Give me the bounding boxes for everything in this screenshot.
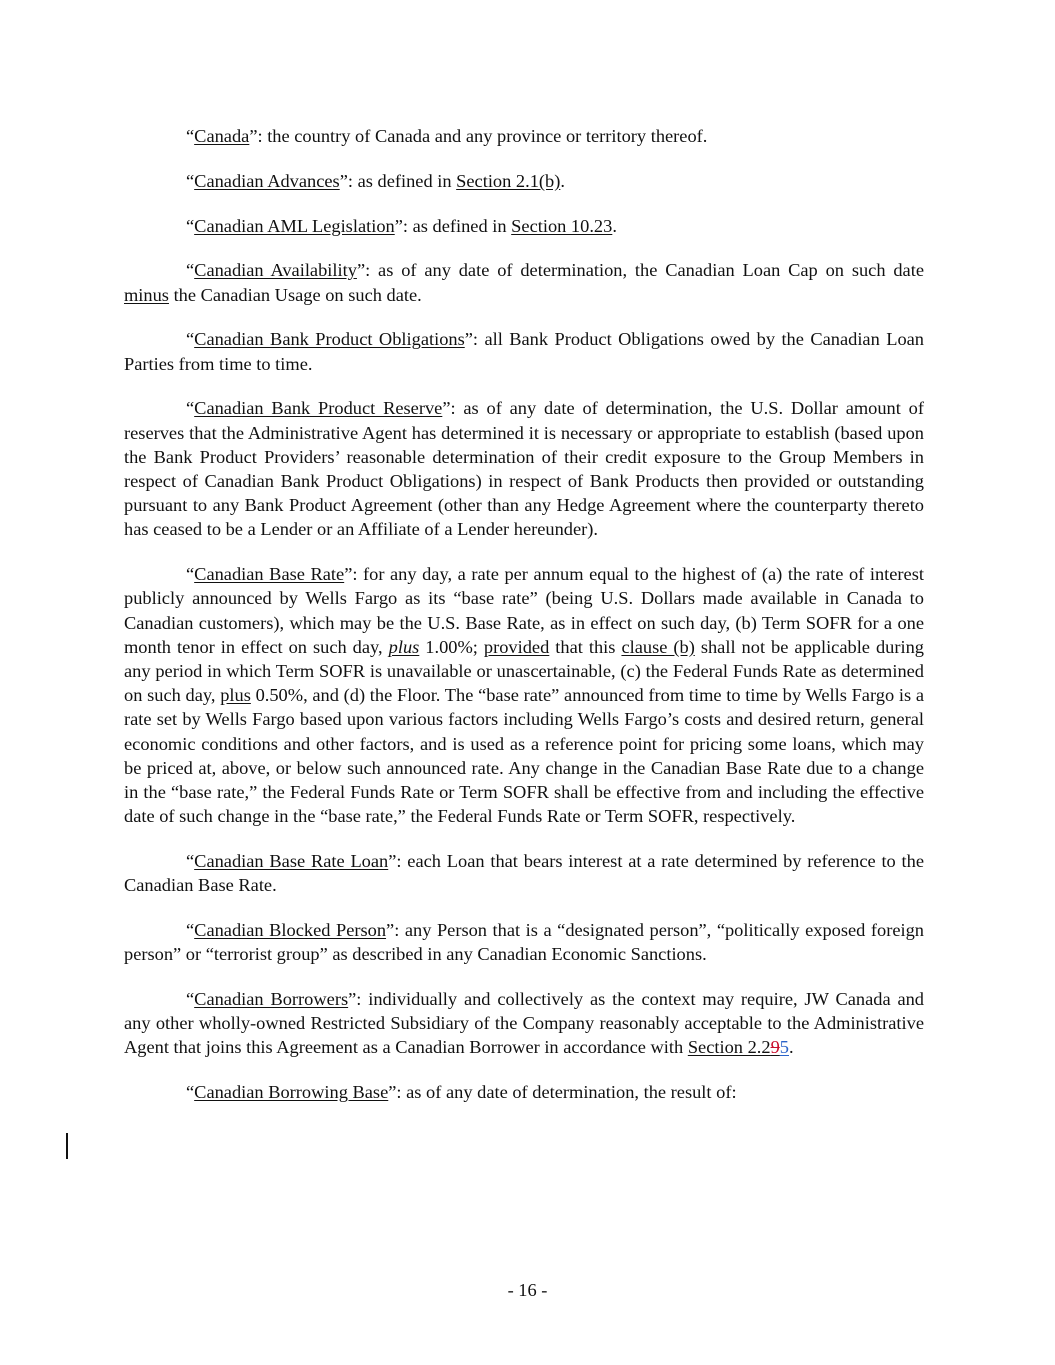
definition-canadian-bank-product-obligations: “Canadian Bank Product Obligations”: all Bank Product Obligations owed by the Canadian Loan Parties from time to time. <box>124 329 925 374</box>
definition-canadian-bank-product-reserve: “Canadian Bank Product Reserve”: as of any date of determination, the U.S. Dollar amount of reserves that the Administrative Agent has determined it is necessary or appropriate to establish (based upon the Bank Product Providers’ reasonable determination of their credit exposure to the Group Members in respect of Canadian Bank Product Obligations) in respect of Bank Products then provided or outstanding pursuant to any Bank Product Agreement (other than any Hedge Agreement where the counterparty thereto has ceased to be a Lender or an Affiliate of a Lender hereunder). <box>124 398 924 540</box>
plus-keyword: plus <box>220 685 251 706</box>
defined-term: Canada <box>194 126 250 146</box>
defined-term: Canadian Advances <box>194 170 340 191</box>
defined-term: Canadian Borrowing Base <box>194 1082 389 1103</box>
definition-canadian-base-rate-loan: “Canadian Base Rate Loan”: each Loan that bears interest at a rate determined by reference to the Canadian Base Rate. <box>124 851 925 896</box>
section-reference: Section 2.295 <box>687 1037 789 1058</box>
inserted-text: 5 <box>779 1037 789 1058</box>
plus-keyword-italic: plus <box>388 636 420 657</box>
definition-canadian-aml-legislation: “Canadian AML Legislation”: as defined in Section 10.23. <box>186 215 617 236</box>
page-number: - 16 - <box>507 1280 548 1300</box>
deleted-text: 9 <box>770 1037 780 1058</box>
section-reference: Section 10.23 <box>511 215 613 236</box>
defined-term: Canadian Bank Product Obligations <box>194 329 465 350</box>
revision-change-bar <box>66 1133 68 1159</box>
definitions-body <box>124 124 924 1125</box>
defined-term: Canadian Blocked Person <box>194 920 387 941</box>
defined-term: Canadian AML Legislation <box>194 215 395 236</box>
definition-canadian-borrowers: “Canadian Borrowers”: individually and collectively as the context may require, JW Canada and any other wholly-owned Restricted Subsidiary of the Company reasonably acceptable to the Administrative Agent that joins this Agreement as a Canadian Borrower in accordance with Section 2.295. <box>124 989 925 1058</box>
minus-keyword: minus <box>124 284 169 305</box>
defined-term: Canadian Base Rate Loan <box>194 851 389 872</box>
defined-term: Canadian Availability <box>194 260 357 281</box>
clause-reference: clause (b) <box>621 636 695 657</box>
defined-term: Canadian Borrowers <box>194 989 349 1010</box>
definition-canadian-blocked-person: “Canadian Blocked Person”: any Person that is a “designated person”, “politically exposed foreign person” or “terrorist group” as described in any Canadian Economic Sanctions. <box>124 920 924 965</box>
definition-canadian-advances: “Canadian Advances”: as defined in Section 2.1(b). <box>186 170 565 191</box>
provided-keyword: provided <box>483 636 550 657</box>
definition-canadian-borrowing-base: “Canadian Borrowing Base”: as of any date of determination, the result of: <box>186 1082 737 1103</box>
defined-term: Canadian Base Rate <box>194 564 345 585</box>
definition-canada: “Canada”: the country of Canada and any province or territory thereof. <box>186 126 708 146</box>
section-reference: Section 2.1(b) <box>456 170 561 191</box>
definition-canadian-availability: “Canadian Availability”: as of any date of determination, the Canadian Loan Cap on such date minus the Canadian Usage on such date. <box>124 260 924 305</box>
defined-term: Canadian Bank Product Reserve <box>194 398 443 419</box>
definition-canadian-base-rate: “Canadian Base Rate”: for any day, a rate per annum equal to the highest of (a) the rate of interest publicly announced by Wells Fargo as its “base rate” (being U.S. Dollars made available in Canada to Canadian customers), which may be the U.S. Base Rate, as in effect on such day, (b) Term SOFR for a one month tenor in effect on such day, plus 1.00%; provided that this clause (b) shall not be applicable during any period in which Term SOFR is unavailable or unascertainable, (c) the Federal Funds Rate as determined on such day, plus 0.50%, and (d) the Floor. The “base rate” announced from time to time by Wells Fargo is a rate set by Wells Fargo based upon various factors including Wells Fargo’s costs and desired return, general economic conditions and other factors, and is used as a reference point for pricing some loans, which may be priced at, above, or below such announced rate. Any change in the Canadian Base Rate due to a change in the “base rate,” the Federal Funds Rate or Term SOFR shall be effective from and including the effective date of such change in the “base rate,” the Federal Funds Rate or Term SOFR, respectively. <box>124 564 924 827</box>
